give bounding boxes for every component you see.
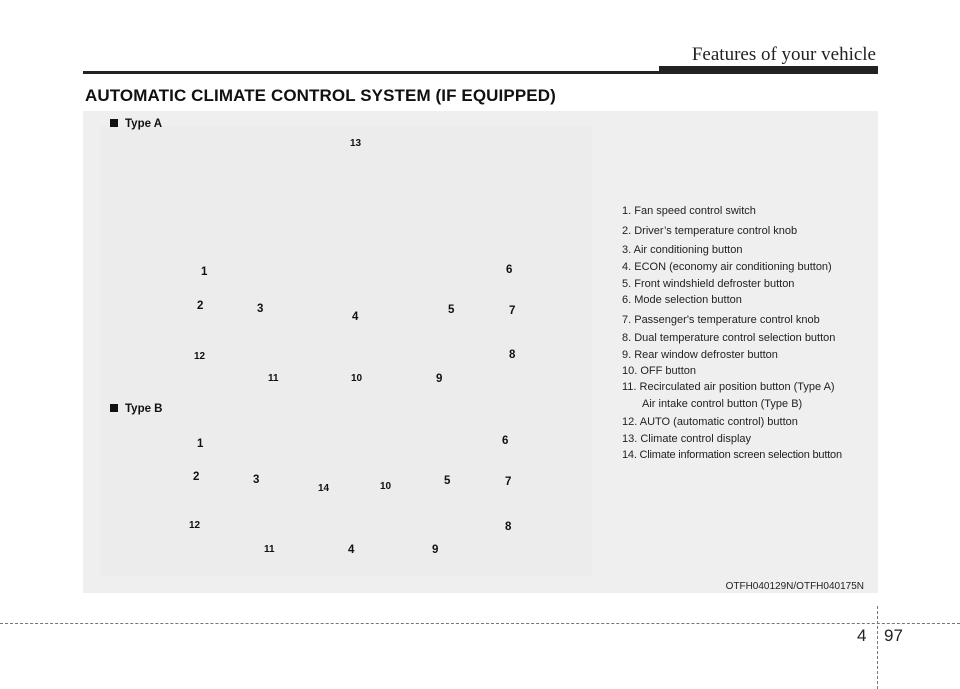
callout-a-12: 12 (194, 351, 206, 362)
type-a-label-text: Type A (125, 118, 163, 130)
legend-item-8: 8. Dual temperature control selection button (622, 332, 836, 344)
type-b-label (110, 403, 163, 415)
callout-b-4: 4 (348, 544, 355, 556)
callout-b-6: 6 (502, 435, 509, 447)
square-bullet-icon (110, 119, 118, 127)
type-a-label (110, 118, 162, 130)
square-bullet-icon (110, 404, 118, 412)
callout-b-5: 5 (444, 475, 451, 487)
callout-a-3: 3 (257, 303, 264, 315)
callout-a-11: 11 (268, 373, 279, 384)
legend-item-14: 14. Climate information screen selection button (622, 449, 842, 461)
callout-b-12: 12 (189, 520, 201, 531)
chapter-number: 4 (857, 626, 867, 645)
callout-a-7: 7 (509, 305, 516, 317)
callout-b-3: 3 (253, 474, 260, 486)
callout-a-9: 9 (436, 373, 443, 385)
callout-b-9: 9 (432, 544, 439, 556)
callout-b-1: 1 (197, 438, 204, 450)
legend-item-10: 10. OFF button (622, 365, 696, 377)
callout-a-6: 6 (506, 264, 513, 276)
legend-item-3: 3. Air conditioning button (622, 244, 743, 256)
type-b-label-text: Type B (125, 403, 163, 415)
callout-a-10: 10 (351, 373, 363, 384)
callout-a-13: 13 (350, 138, 362, 149)
legend-item-2: 2. Driver’s temperature control knob (622, 225, 798, 237)
callout-a-1: 1 (201, 266, 208, 278)
footer-dashed-rule (0, 623, 960, 624)
legend-item-6: 6. Mode selection button (622, 294, 742, 306)
callout-b-14: 14 (318, 483, 330, 494)
legend-item-11-sub: Air intake control button (Type B) (642, 398, 803, 410)
callout-b-8: 8 (505, 521, 512, 533)
footer-dashed-divider (877, 606, 878, 689)
legend-item-1: 1. Fan speed control switch (622, 205, 756, 217)
legend-item-12: 12. AUTO (automatic control) button (622, 416, 798, 428)
callout-a-2: 2 (197, 300, 204, 312)
legend-item-7: 7. Passenger's temperature control knob (622, 314, 820, 326)
callout-b-2: 2 (193, 471, 200, 483)
figure-diagram-area (100, 126, 592, 576)
section-title: AUTOMATIC CLIMATE CONTROL SYSTEM (IF EQUIPPED) (85, 86, 556, 105)
legend-item-11: 11. Recirculated air position button (Type A) (622, 381, 835, 393)
callout-a-4: 4 (352, 311, 359, 323)
callout-a-8: 8 (509, 349, 516, 361)
header-title: Features of your vehicle (691, 44, 876, 65)
callout-a-5: 5 (448, 304, 455, 316)
legend-item-4: 4. ECON (economy air conditioning button) (622, 261, 832, 273)
header-accent-bar (659, 66, 878, 72)
callout-b-10: 10 (380, 481, 392, 492)
callout-b-11: 11 (264, 544, 275, 555)
page-number: 97 (884, 626, 903, 645)
legend-item-9: 9. Rear window defroster button (622, 349, 778, 361)
legend-item-5: 5. Front windshield defroster button (622, 278, 795, 290)
figure-reference-code: OTFH040129N/OTFH040175N (725, 581, 864, 592)
legend-item-13: 13. Climate control display (622, 433, 752, 445)
callout-b-7: 7 (505, 476, 512, 488)
